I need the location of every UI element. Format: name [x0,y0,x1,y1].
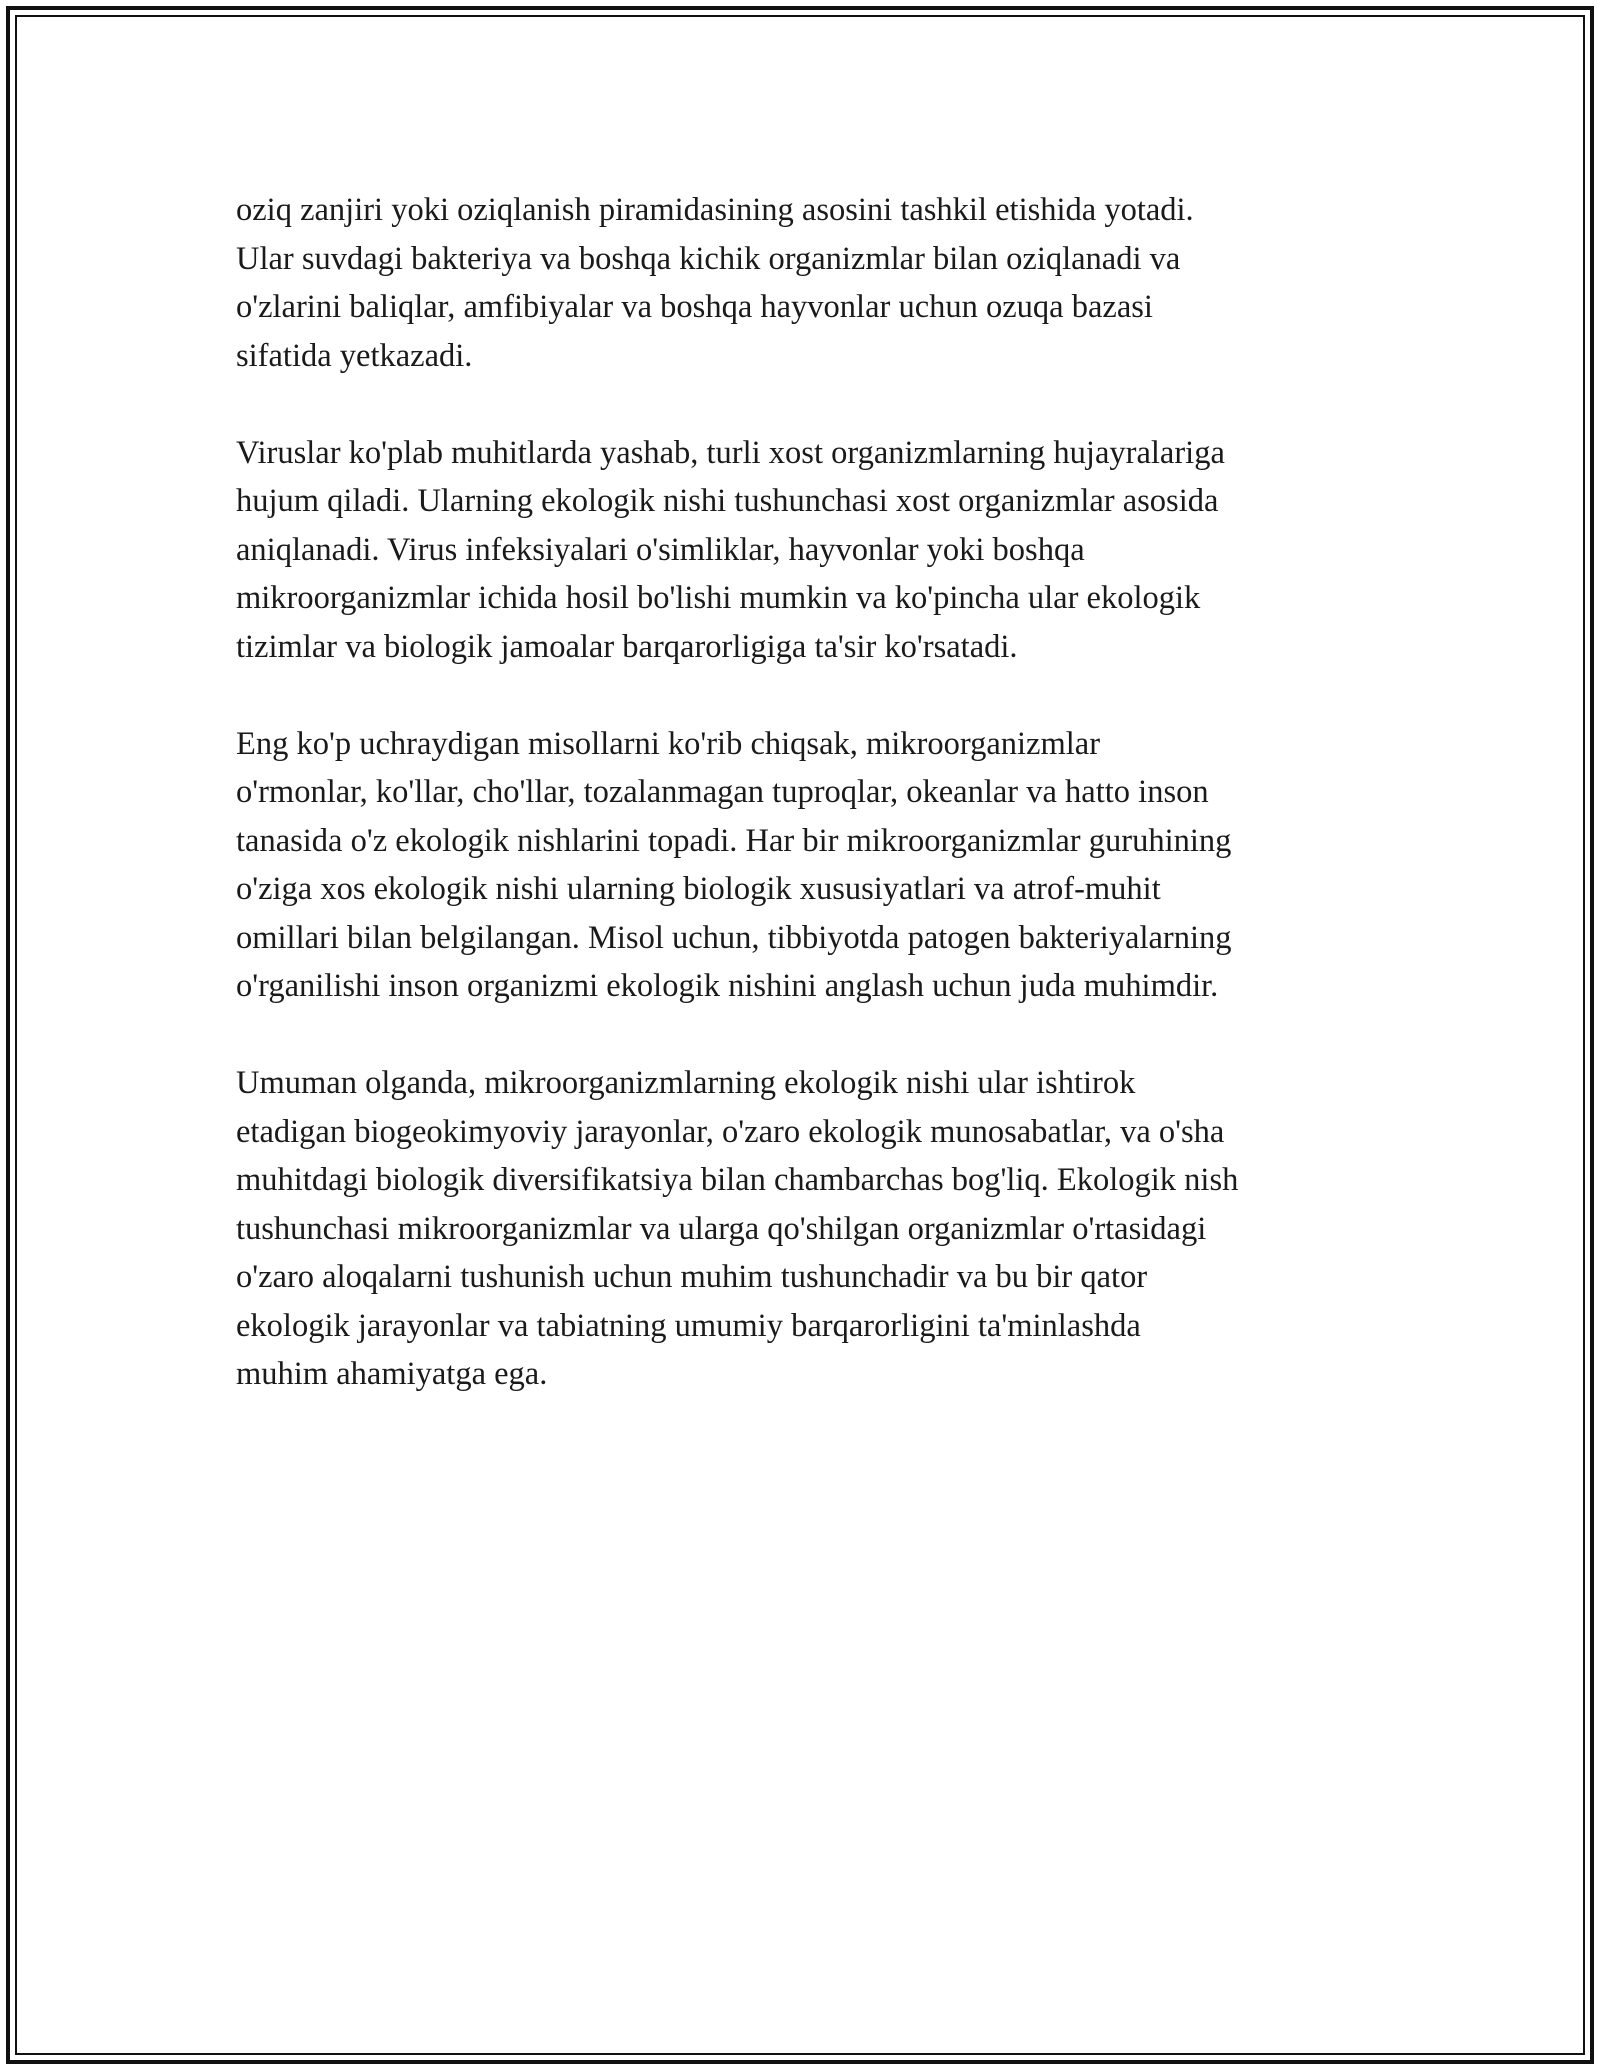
paragraph-examples [236,720,1376,1011]
text-line: tushunchasi mikroorganizmlar va ularga qo'shilgan organizmlar o'rtasidagi [236,1210,1207,1247]
text-line: hujum qiladi. Ularning ekologik nishi tushunchasi xost organizmlar asosida [236,483,1219,519]
text-line: ekologik jarayonlar va tabiatning umumiy barqarorligini ta'minlashda [236,1307,1141,1344]
text-line: sifatida yetkazadi. [236,337,473,374]
text-line: oziq zanjiri yoki oziqlanish piramidasining asosini tashkil etishida yotadi. [236,192,1194,228]
text-line: Viruslar ko'plab muhitlarda yashab, turli xost organizmlarning hujayralariga [236,434,1225,471]
text-line: mikroorganizmlar ichida hosil bo'lishi mumkin va ko'pincha ular ekologik [236,580,1201,616]
text-line: tanasida o'z ekologik nishlarini topadi. Har bir mikroorganizmlar guruhining [236,822,1232,859]
paragraph-food-chain [236,186,1376,380]
text-line: etadigan biogeokimyoviy jarayonlar, o'zaro ekologik munosabatlar, va o'sha [236,1113,1225,1150]
text-line: o'zaro aloqalarni tushunish uchun muhim tushunchadir va bu bir qator [236,1259,1148,1295]
text-line: muhitdagi biologik diversifikatsiya bilan chambarchas bog'liq. Ekologik nish [236,1162,1239,1198]
text-line: tizimlar va biologik jamoalar barqarorligiga ta'sir ko'rsatadi. [236,628,1018,665]
text-line: aniqlanadi. Virus infeksiyalari o'simliklar, hayvonlar yoki boshqa [236,531,1085,568]
text-line: o'rganilishi inson organizmi ekologik nishini anglash uchun juda muhimdir. [236,968,1219,1004]
text-line: Ular suvdagi bakteriya va boshqa kichik organizmlar bilan oziqlanadi va [236,240,1181,277]
text-line: muhim ahamiyatga ega. [236,1356,548,1392]
text-line: o'ziga xos ekologik nishi ularning biologik xususiyatlari va atrof-muhit [236,871,1161,907]
paragraph-conclusion [236,1059,1376,1399]
paragraph-viruses [236,429,1376,672]
text-line: Umuman olganda, mikroorganizmlarning ekologik nishi ular ishtirok [236,1065,1136,1101]
text-line: o'zlarini baliqlar, amfibiyalar va boshqa hayvonlar uchun ozuqa bazasi [236,289,1153,325]
text-line: o'rmonlar, ko'llar, cho'llar, tozalanmagan tuproqlar, okeanlar va hatto inson [236,774,1209,810]
text-line: Eng ko'p uchraydigan misollarni ko'rib chiqsak, mikroorganizmlar [236,725,1101,762]
text-line: omillari bilan belgilangan. Misol uchun, tibbiyotda patogen bakteriyalarning [236,919,1232,956]
document-body [236,186,1376,1447]
